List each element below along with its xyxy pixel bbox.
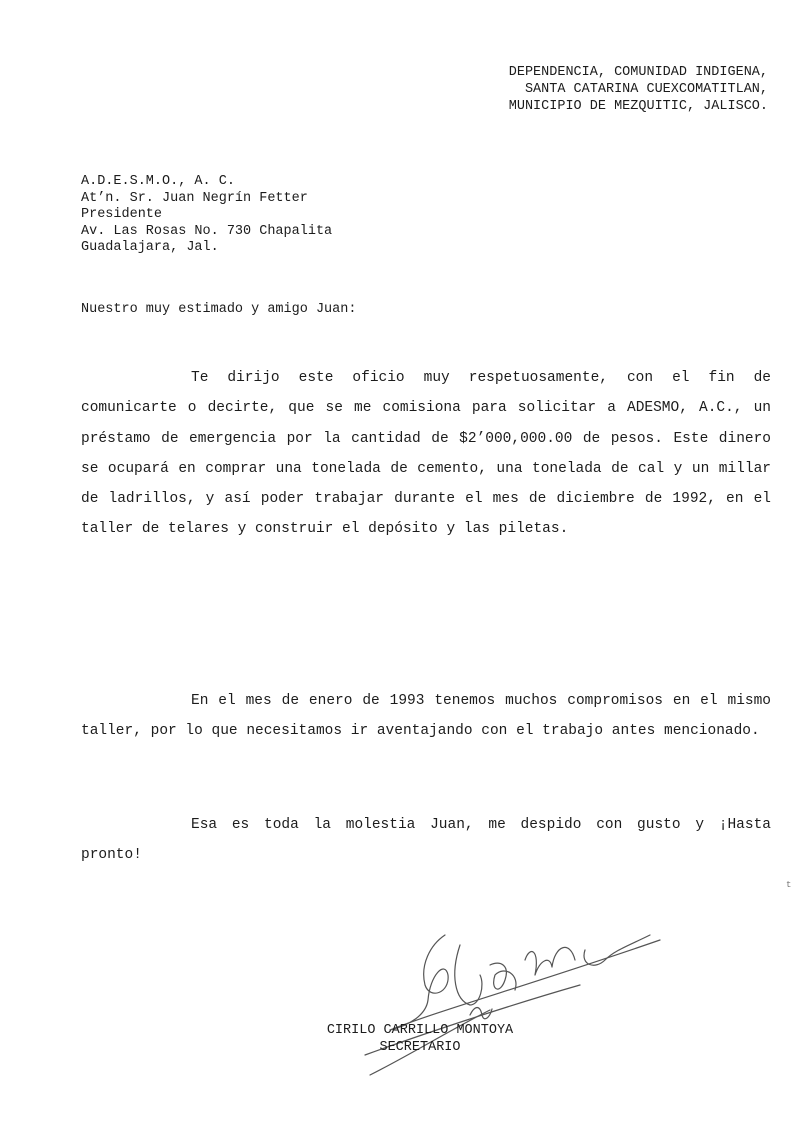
salutation: Nuestro muy estimado y amigo Juan:: [81, 302, 357, 317]
sender-line: MUNICIPIO DE MEZQUITIC, JALISCO.: [508, 99, 768, 114]
recipient-address: [81, 174, 332, 257]
body-paragraph: Esa es toda la molestia Juan, me despido con gusto y ¡Hasta pronto!: [81, 817, 771, 864]
body-paragraph: En el mes de enero de 1993 tenemos muchos compromisos en el mismo taller, por lo que necesitamos ir aventajando con el trabajo antes mencionado.: [81, 693, 771, 740]
signer-title: SECRETARIO: [379, 1040, 461, 1055]
sender-line: DEPENDENCIA, COMUNIDAD INDIGENA,: [508, 65, 768, 80]
sender-line: SANTA CATARINA CUEXCOMATITLAN,: [524, 82, 768, 97]
recipient-line: A.D.E.S.M.O., A. C.: [81, 174, 235, 189]
sender-address: [509, 64, 768, 115]
recipient-line: Presidente: [81, 207, 163, 222]
signer-block: [300, 1022, 540, 1056]
recipient-line: At’n. Sr. Juan Negrín Fetter: [81, 190, 308, 206]
signer-name: CIRILO CARRILLO MONTOYA: [326, 1023, 514, 1038]
handwritten-signature: [330, 905, 680, 1085]
recipient-line: Guadalajara, Jal.: [81, 240, 219, 255]
stray-mark: t: [786, 880, 792, 890]
recipient-line: Av. Las Rosas No. 730 Chapalita: [81, 223, 333, 239]
body-paragraph: Te dirijo este oficio muy respetuosamente, con el fin de comunicarte o decirte, que se me comisiona para solicitar a ADESMO, A.C., un préstamo de emergencia por la cantidad de $2’000,000.00 de pesos. Este dinero se ocupará en comprar una tonelada de cemento, una tonelada de cal y un millar de ladrillos, y así poder trabajar durante el mes de diciembre de 1992, en el taller de telares y construir el depósito y las piletas.: [81, 370, 771, 538]
